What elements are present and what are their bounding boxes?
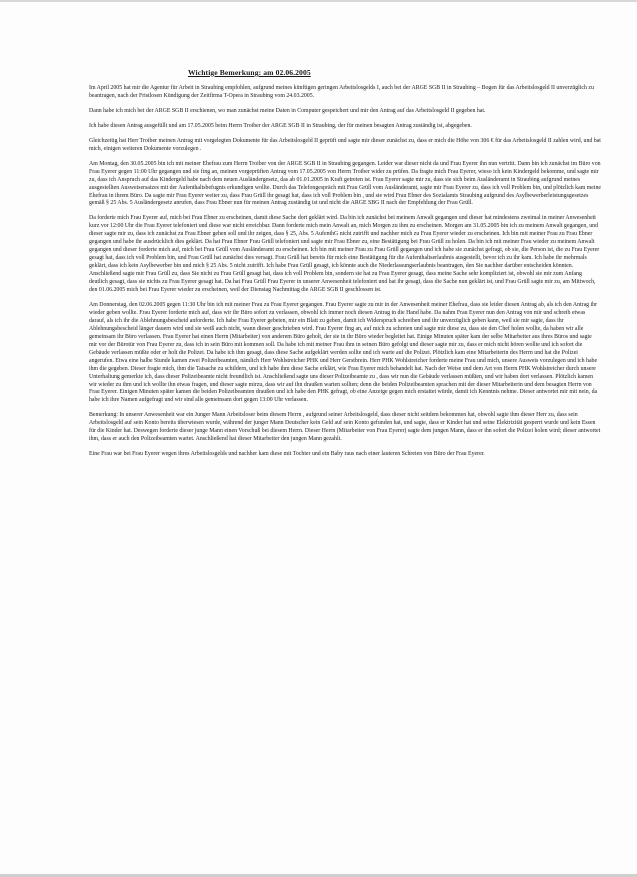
paragraph-2: Dann habe ich mich bei der ARGE SGB II erschienen, wo man zunächst meine Daten in Computer gespeichert und mir den Antrag auf das Arbeitslosgeld II gegeben hat. — [89, 107, 486, 114]
paragraph-1: Im April 2005 hat mir die Agentur für Arbeit in Straubing empfohlen, aufgrund meines künftigen geringen Arbeitslosgelds I, auch bei der ARGE SGB II in Straubing – Bogen für das Arbeitslosgeld II unverzüglich zu beantragen, nach der Fristlosen Kündigung der Zeitfirma T-Opera in Straubing vom 24.03.2005. — [89, 85, 594, 99]
paragraph-3: Ich habe diesen Antrag ausgefüllt und am 17.05.2005 beim Herrn Troiber der ARGE SGB II in Straubing, der für meinen besagten Antrag zuständig ist, abgegeben. — [89, 122, 472, 129]
paragraph-8-bemerkung: Bemerkung: In unserer Anwesenheit war ein Junger Mann Arbeitsloser beim diesem Herrn , aufgrund seiner Arbeitslosgeld, dass dieser nicht seitdem bekommen hat, obwohl sagte ihm dieser Herr zu, dass sein Arbeitslosgeld auf sein Konto bereits überwiesen wurde, während der junger Mann Deutscher kein Geld auf sein Konto gefunden hat, und sagte, dass er Kinder hat und seine Elektrizität gesperrt wurde und kein Essen für die Kinder hat. Deswegen forderte dieser junge Mann einen Vorschuß bei diesem Herrn. Dieser Herrn (Mitarbeiter von Frau Eyerer) sagte dem jungen Mann, dass er ihn sofort die Polizei holen wird; dieser antwortet ihm, dass er auch den Polizeibeamten wartet. Anschließend hat dieser Mitarbeiter den jungen Mann gezahlt. — [89, 412, 601, 443]
scan-edge-top — [0, 0, 637, 2]
paragraph-5: Am Montag, den 30.05.2005 bin ich mit meiner Ehefrau zum Herrn Troiber von der ARGE SGB II in Straubing gegangen. Leider war dieser nicht da und Frau Eyerer ihn nun vertritt. Dann bin ich zunächst im Büro von Frau Eyerer gegen 11:00 Uhr gegangen und sie fing an, meinen vorgeprüften Antrag vom 17.05.2005 von Herrn Troiber wider zu prüfen. Da fragte mich Frau Eyerer, wieso ich kein Kindergeld bekomme, und sagte mir zu, dass ich Anspruch auf das Kindergeld habe nach dem neuen Ausländergesetz, das ab 01.01.2005 in Kraft getreten ist. Frau Eyerer sagte mir zu, dass sie sich beim Ausländeramt in Straubing aufgrund meines ausgestellten Ausweisersatzes mit der Aufenthaltsbefugnis erkundigen wollte. Durch das Telefongespräch mit Frau Grüll vom Ausländeramt, sagte mir Frau Eyerer zu, dass ich voll Problem bin, und plötzlich kam meine Ehefrau in ihrem Büro. Da sagte mir Frau Eyerer weiter zu, dass Frau Grüll ihr gesagt hat, dass ich voll Problem bin , und sie wird Frau Ebner des Sozialamts Straubing aufgrund des Asylbewerberleistungsgesetzes gemäß § 25 Abs. 5 Ausländergesetz anrufen, dass Frau Ebner nun für meinen Antrag zuständig ist und nicht die ARGE SBG II nach der Empfehlung der Frau Grüll. — [89, 160, 601, 207]
paragraph-4: Gleichzeitig hat Herr Troiber meinen Antrag mit vorgelegten Dokumente für das Arbeitslosgeld II geprüft und sagte mir dieser zunächst zu, dass er mich die Höhe von 306 € für das Arbeitslosgeld II zahlen wird, und bat mich, einigen weiteren Dokumente vorzulegen . — [89, 137, 601, 152]
paragraph-7: Am Donnerstag, den 02.06.2005 gegen 11:30 Uhr bin ich mit meiner Frau zu Frau Eyerer gegangen. Frau Eyerer sagte zu mir in der Anwesenheit meiner Ehefrau, dass sie leider diesen Antrag ab, als ich den Antrag ihr wieder geben wollte. Frau Eyerer forderte mich auf, dass wir ihr Büro sofort zu verlassen, obwohl ich immer noch diesen Antrag in die Hand habe. Da nahm Frau Eyerer nun den Antrag von mir und schreib etwas darauf, als ich ihr die Ablehnungsbescheid anforderte. Ich habe Frau Eyerer gebeten, mir ein Blatt zu geben, damit ich Widerspruch schreiben und ihr unverzüglich geben kann, weil sie mir sagte, dass ihr Ablehnungsbescheid länger dauern wird und sie weiß auch nicht, wann dieser geschrieben wird. Frau Eyerer fing an, auf mich zu schreien und sagte mir diese zu, dass sie den Chef holen wollte, da haben wir alle gemeinsam ihr Büro verlassen. Frau Eyerer hat einen Herrn (Mitarbeiter) von anderem Büro geholt, der sie in ihr Büro wieder begleitet hat. Einige Minuten später kam der selbe Mitarbeiter aus ihres Büros und sagte mir vor der Bürotür von Frau Eyerer zu, dass ich in sein Büro mit kommen soll. Da habe ich mit meiner Frau ihm in seinen Büro gefolgt und dieser sagte mir zu, dass er mich nicht hören wollte und ich sofort die Gebäude verlassen müßte oder er holt die Polizei. Da habe ich ihm gesagt, dass diese Sache aufgeklärt werden sollte und ich warte auf die Polizei. Plötzlich kam eine Mitarbeiterin des Herrn und hat die Polizei angerufen. Etwa eine halbe Stunde kamen zwei Polizeibeamten, nämlich Herr Wohlstreicher PHK und Herr Gerstbrein. Herr PHK Wohlstreicher forderte meine Frau und mich, unsere Ausweis vorzulegen und ich habe ihm die gegeben. Dieser fragte mich, ihm die Tatsache zu schildern, und ich habe ihm diese Sache erklärt, wie Frau Eyerer mich behandelt hat. Nach der Weise und dem Art von Herrn PHK Wohlstreicher durch unsere Unterhaltung gemerkte ich, dass dieser Polizeibeamte nicht freundlich ist. Anschließend sagte uns dieser Polizeibeamte zu , dass wir nun die Gebäude verlassen müßten, und wir haben dort verlassen. Plötzlich kamen wir wieder zu ihm und ich wollte ihn etwas fragen, und dieser sagte mirzu, dass wir auf ihn draußen warten sollten; denn die beiden Polizeibeamten sprachen mit der dieser Mitarbeiterin und dem besagten Herrn von Frau Eyerer. Einigen Minuten später kamen die beiden Polizeibeamten draußen und ich habe den PHK gefragt, ob eine Anzeige gegen mich erstattet würde, damit ich Kenntnis nehme. Dieser antwortet mir mit nein, da habe ich ihre Namen aufgefragt und wir sind alle gemeinsam dort gegen 13:00 Uhr verlassen. — [89, 301, 598, 404]
paragraph-9: Eine Frau war bei Frau Eyerer wegen ihres Arbeitslosgelds und nachher kam diese mit Tochter und ein Baby raus nach einer lauteren Schreien von Büro der Frau Eyerer. — [89, 451, 485, 458]
paragraph-6: Da forderte mich Frau Eyerer auf, mich bei Frau Ebner zu erscheinen, damit diese Sache dort geklärt wird. Da bin ich zunächst bei meinem Anwalt gegangen und dieser hat mindestens zweimal in meiner Anwesenheit kurz vor 12:00 Uhr die Frau Eyerer telefoniert und diese war nicht erreichbar. Dann forderte mich mein Anwalt an, mich Morgen zu ihm zu erscheinen. Morgen am 31.05.2005 bin ich zu meinem Anwalt gegangen, und dieser sagte mir zu, dass ich zunächst zu Frau Ebner gehen soll und ihr zeigen, dass § 25, Abs. 5 AufenthG nicht zutrifft und nachher mich zu Frau Eyerer wieder zu erscheinen. Ich bin mit meiner Frau zu Frau Ebner gegangen und habe ihr ausdrücklich dies geklärt. Da hat Frau Ebner Frau Grüll telefoniert und sagte mir Frau Ebner zu, eine Bestätigung bei Frau Grüll zu holen. Da bin ich mit meiner Frau wieder zu meinem Anwalt gegangen und dieser forderte mich auf, mich bei Frau Grüll vom Ausländeramt zu erscheinen. Ich bin mit meiner Frau zu Frau Grüll gegangen und ich habe sie zunächst gefragt, ob sie, die Person ist, die zu Frau Eyerer gesagt hat, dass ich voll Problem bin, und Frau Grüll hat zunächst dies versagt. Frau Grüll hat bereits für mich eine Bestätigung für die Aufenthaltserlaubnis ausgestellt, bevor ich zu ihr kam. Ich habe ihr mehrmals geklärt, dass ich kein Asylbewerber bin und mich § 25 Abs. 5 nicht zutrifft. Ich habe Frau Grüll gesagt, ich könnte auch die Niederlassungserlaubnis beantragen, den Sie nachher darüber entscheiden könnten. Anschließend sagte mir Frau Grüll zu, dass Sie nicht zu Frau Grüll gesagt hat, dass ich voll Problem bin, sondern sie hat zu Frau Eyerer gesagt, dass meine Sache sehr kompliziert ist, obwohl sie mir zum Anfang deutlich gesagt, dass sie nichts zu Frau Eyerer gesagt hat. Da hat Frau Grüll Frau Eyerer in unserer Anwesenheit telefoniert und hat ihr gesagt, dass die Sache nun geklärt ist, und Frau Grüll sagte mir zu, am Mittwoch, den 01.06.2005 mich bei Frau Eyerer wieder zu erscheinen, weil der Dienstag Nachmittag die ARGE SGB II geschlossen ist. — [89, 215, 600, 294]
document-title: Wichtige Bemerkung: am 02.06.2005 — [188, 68, 311, 77]
